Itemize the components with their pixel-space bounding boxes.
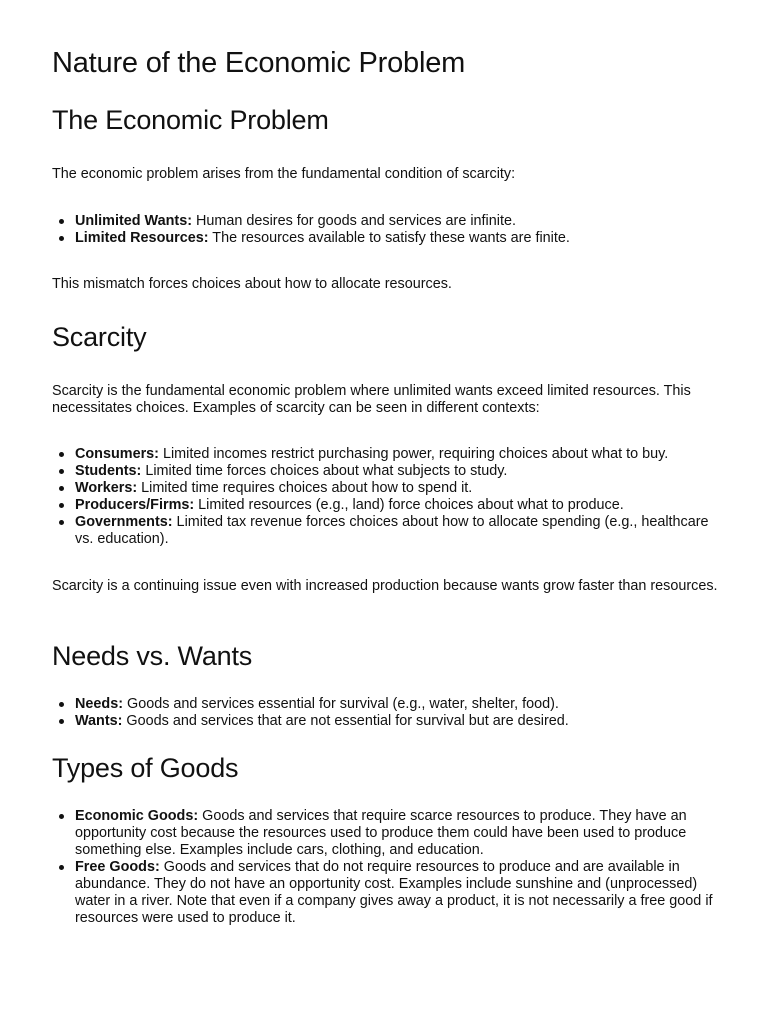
list-item (52, 463, 722, 480)
list-item (52, 859, 722, 927)
list-item (52, 230, 722, 247)
economic-problem-outro: This mismatch forces choices about how to allocate resources. (52, 276, 452, 292)
list-item-term: Wants: (75, 713, 123, 729)
list-item-term: Producers/Firms: (75, 497, 195, 513)
list-item (52, 480, 722, 497)
heading-needs-vs-wants: Needs vs. Wants (52, 641, 253, 671)
list-item (52, 497, 722, 514)
heading-types-of-goods: Types of Goods (52, 753, 239, 783)
list-item-term: Free Goods: (75, 859, 160, 875)
document-title: Nature of the Economic Problem (52, 47, 466, 79)
list-item-term: Economic Goods: (75, 808, 199, 824)
list-item-text: Limited resources (e.g., land) force choices about what to produce. (194, 497, 624, 513)
list-item (52, 696, 722, 713)
list-item-text: Human desires for goods and services are infinite. (192, 213, 516, 229)
list-item (52, 514, 722, 548)
heading-economic-problem: The Economic Problem (52, 105, 329, 135)
scarcity-outro: Scarcity is a continuing issue even with increased production because wants grow faster than resources. (52, 578, 718, 594)
list-item (52, 446, 722, 463)
scarcity-list (52, 446, 722, 548)
economic-problem-list (52, 213, 722, 247)
list-item-text: Limited incomes restrict purchasing power, requiring choices about what to buy. (158, 446, 669, 462)
list-item-term: Consumers: (75, 446, 159, 462)
list-item (52, 213, 722, 230)
list-item-text: Limited tax revenue forces choices about how to allocate spending (e.g., healthcare vs. education). (75, 514, 709, 547)
types-of-goods-list (52, 808, 722, 927)
needs-wants-list (52, 696, 722, 730)
list-item-text: Goods and services that are not essential for survival but are desired. (122, 713, 569, 729)
list-item (52, 713, 722, 730)
list-item-term: Needs: (75, 696, 123, 712)
list-item-text: Limited time forces choices about what subjects to study. (141, 463, 508, 479)
economic-problem-intro: The economic problem arises from the fundamental condition of scarcity: (52, 166, 516, 182)
list-item-text: Goods and services essential for survival (e.g., water, shelter, food). (123, 696, 559, 712)
list-item-term: Unlimited Wants: (75, 213, 192, 229)
list-item-text: Limited time requires choices about how to spend it. (137, 480, 473, 496)
list-item-term: Governments: (75, 514, 173, 530)
list-item-text: Goods and services that do not require resources to produce and are available in abundance. They do not have an opportunity cost. Examples include sunshine and (unprocessed) water in a river. Note that even if a company gives away a product, it is not necessarily a free good if resources were used to produce it. (75, 859, 713, 926)
list-item-term: Students: (75, 463, 142, 479)
list-item-text: Goods and services that require scarce resources to produce. They have an opportunity cost because the resources used to produce them could have been used to produce something else. Examples include cars, clothing, and education. (75, 808, 687, 858)
scarcity-intro: Scarcity is the fundamental economic problem where unlimited wants exceed limited resources. This necessitates choices. Examples of scarcity can be seen in different contexts: (52, 383, 691, 416)
list-item-term: Workers: (75, 480, 138, 496)
list-item-text: The resources available to satisfy these wants are finite. (208, 230, 570, 246)
list-item-term: Limited Resources: (75, 230, 209, 246)
list-item (52, 808, 722, 859)
heading-scarcity: Scarcity (52, 322, 147, 352)
